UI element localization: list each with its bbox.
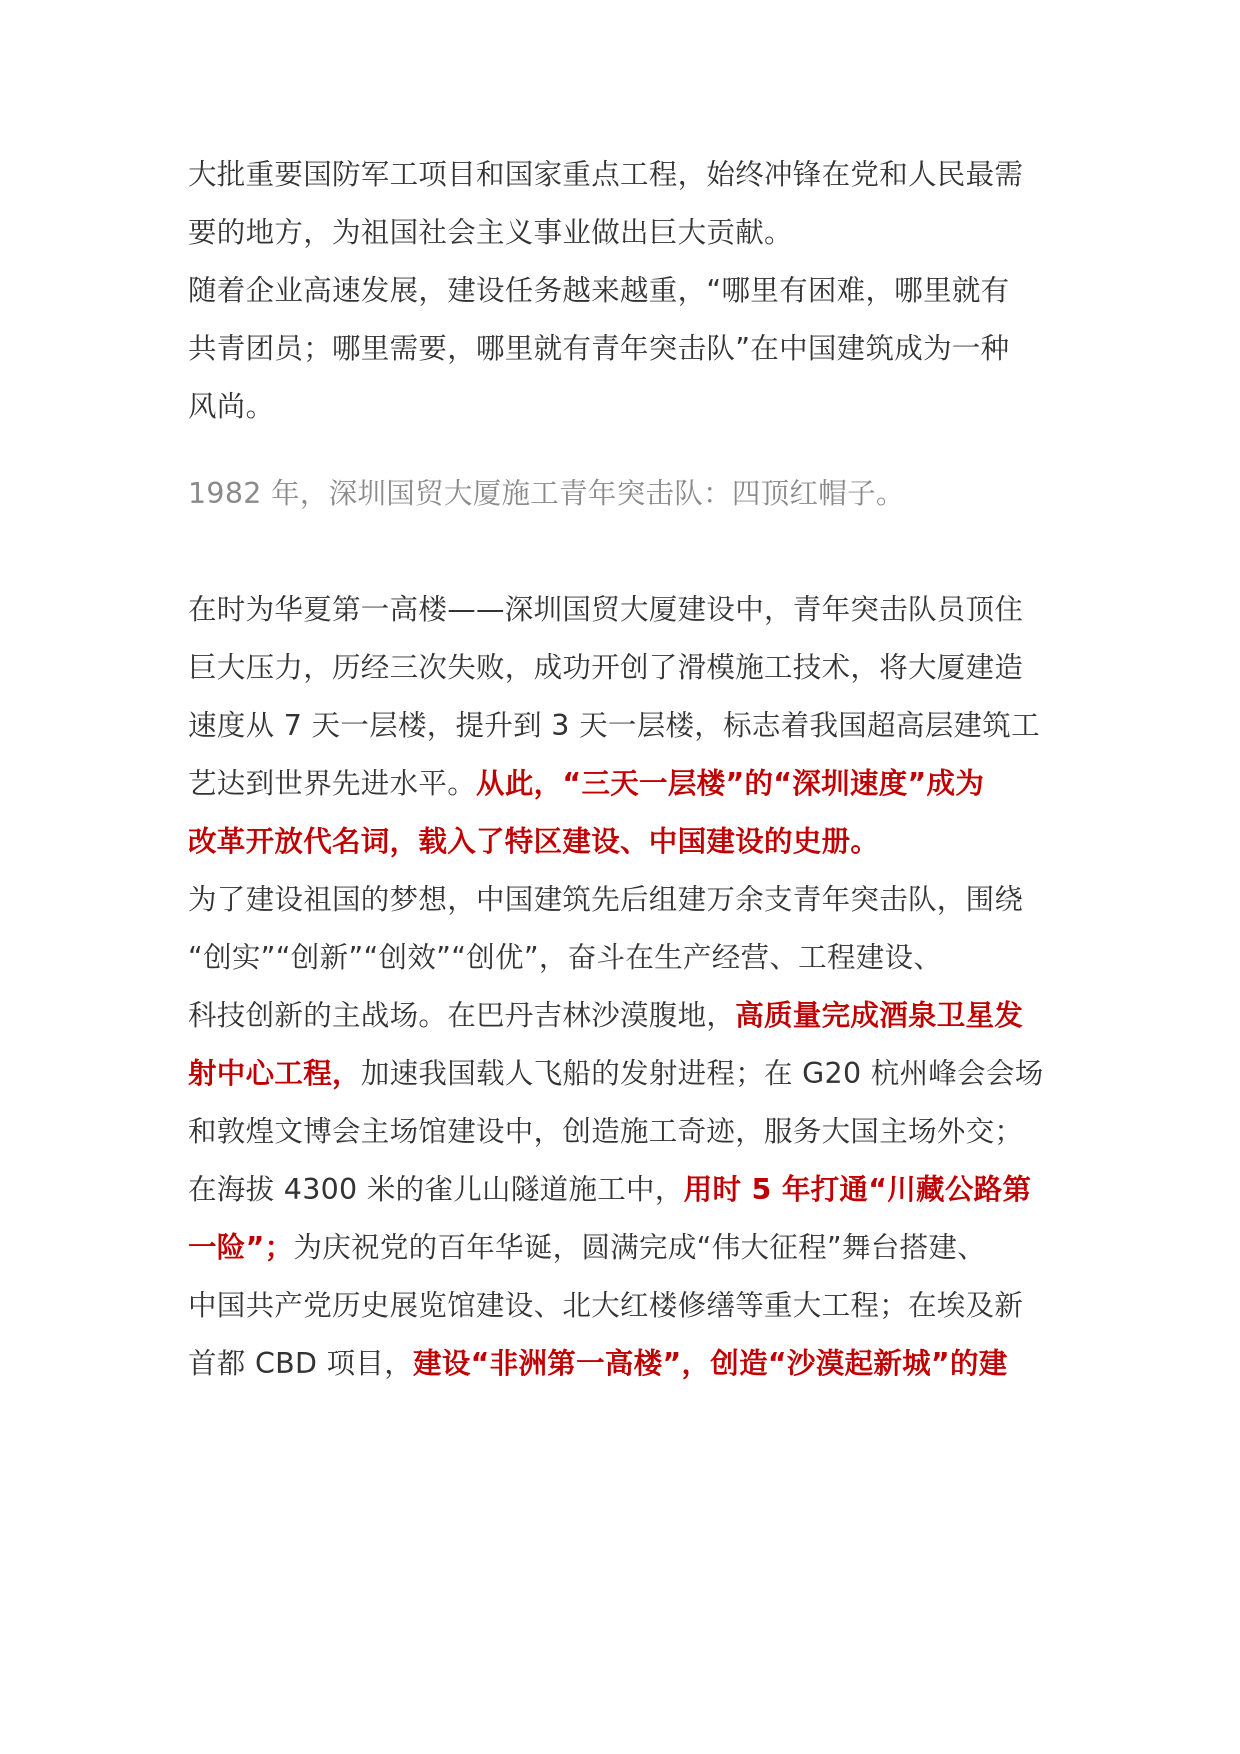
body-text: 加速我国载人飞船的发射进程；在 G20 杭州峰会会场 [360, 1057, 1044, 1090]
body-text: “创实”“创新”“创效”“创优”，奋斗在生产经营、工程建设、 [188, 941, 943, 974]
body-text: 和敦煌文博会主场馆建设中，创造施工奇迹，服务大国主场外交； [188, 1115, 1024, 1148]
emphasized-text: 一险”； [188, 1231, 294, 1264]
body-text: 中国共产党历史展览馆建设、北大红楼修缮等重大工程；在埃及新 [188, 1289, 1024, 1322]
body-text: 风尚。 [188, 390, 275, 423]
text-line [188, 582, 1068, 638]
photo-caption [188, 466, 1068, 522]
text-line [188, 1104, 1068, 1160]
text-line [188, 205, 1068, 261]
body-text: 为了建设祖国的梦想，中国建筑先后组建万余支青年突击队，围绕 [188, 883, 1024, 916]
body-text: 共青团员；哪里需要，哪里就有青年突击队”在中国建筑成为一种 [188, 332, 1010, 365]
text-line [188, 872, 1068, 928]
emphasized-text: 改革开放代名词，载入了特区建设、中国建设的史册。 [188, 825, 880, 858]
text-line [188, 698, 1068, 754]
text-line [188, 756, 1068, 812]
emphasized-text: 建设“非洲第一高楼”，创造“沙漠起新城”的建 [413, 1347, 1008, 1380]
text-line [188, 930, 1068, 986]
emphasized-text: 射中心工程， [188, 1057, 361, 1090]
body-text: 速度从 7 天一层楼，提升到 3 天一层楼，标志着我国超高层建筑工 [188, 709, 1040, 742]
body-text: 首都 CBD 项目， [188, 1347, 414, 1380]
body-text: 1982 年，深圳国贸大厦施工青年突击队：四顶红帽子。 [188, 477, 905, 510]
text-line [188, 640, 1068, 696]
body-text: 巨大压力，历经三次失败，成功开创了滑模施工技术，将大厦建造 [188, 651, 1024, 684]
body-text: 大批重要国防军工项目和国家重点工程，始终冲锋在党和人民最需 [188, 158, 1024, 191]
text-line [188, 263, 1068, 319]
text-line [188, 379, 1068, 435]
text-line [188, 321, 1068, 377]
text-line [188, 1336, 1068, 1392]
text-line [188, 1162, 1068, 1218]
emphasized-text: 从此，“三天一层楼”的“深圳速度”成为 [476, 767, 985, 800]
body-text: 在时为华夏第一高楼——深圳国贸大厦建设中，青年突击队员顶住 [188, 593, 1024, 626]
text-line [188, 988, 1068, 1044]
body-text: 科技创新的主战场。在巴丹吉林沙漠腹地， [188, 999, 736, 1032]
body-text: 在海拔 4300 米的雀儿山隧道施工中， [188, 1173, 684, 1206]
body-text: 随着企业高速发展，建设任务越来越重，“哪里有困难，哪里就有 [188, 274, 1010, 307]
text-line [188, 147, 1068, 203]
body-text: 要的地方，为祖国社会主义事业做出巨大贡献。 [188, 216, 793, 249]
text-line [188, 1278, 1068, 1334]
text-line [188, 814, 1068, 870]
body-text: 艺达到世界先进水平。 [188, 767, 477, 800]
emphasized-text: 用时 5 年打通“川藏公路第 [683, 1173, 1032, 1206]
text-line [188, 1220, 1068, 1276]
body-text: 为庆祝党的百年华诞，圆满完成“伟大征程”舞台搭建、 [293, 1231, 986, 1264]
text-line [188, 1046, 1068, 1102]
emphasized-text: 高质量完成酒泉卫星发 [735, 999, 1024, 1032]
